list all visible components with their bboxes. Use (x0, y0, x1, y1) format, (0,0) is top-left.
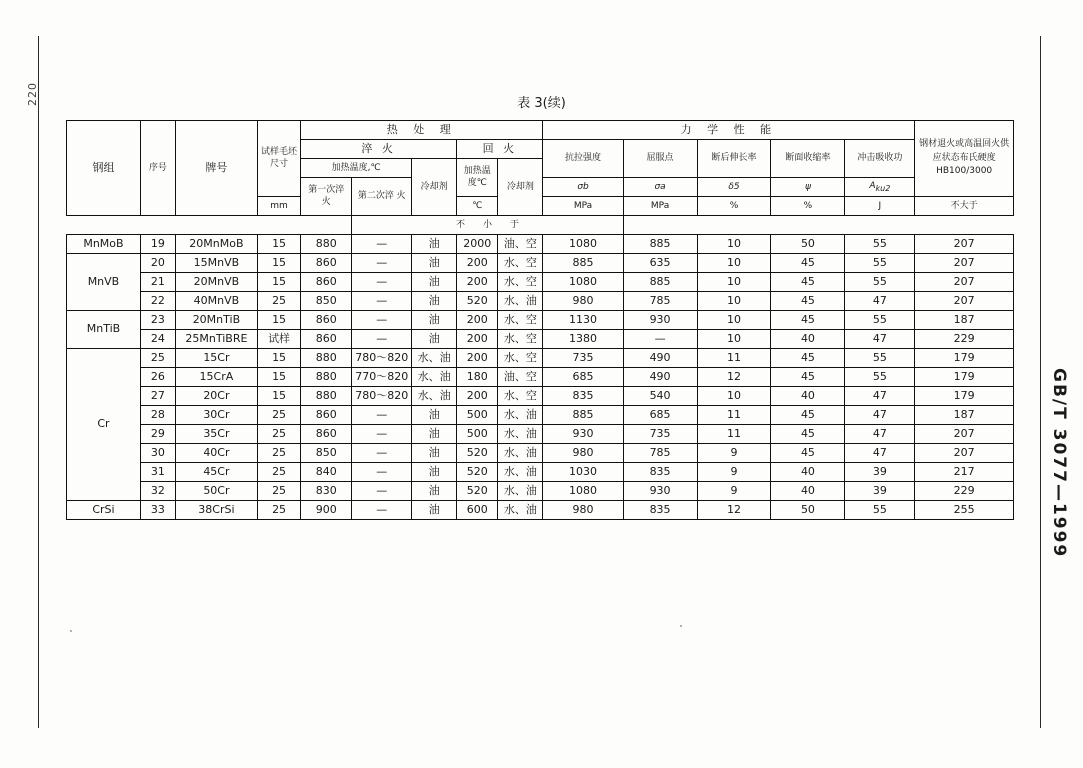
cell-tensile-strength: 1130 (543, 311, 623, 330)
cell-brand: 50Cr (175, 482, 257, 501)
cell-elongation: 9 (697, 482, 771, 501)
header-col-sample (258, 121, 301, 197)
cell-elongation: 11 (697, 425, 771, 444)
cell-quench-coolant: 油 (412, 501, 457, 520)
steel-properties-table (66, 120, 1014, 520)
header-quench-heat-temp: 加热温度,℃ (301, 159, 412, 178)
cell-quench-coolant: 油 (412, 406, 457, 425)
cell-reduction: 45 (771, 292, 845, 311)
cell-elongation: 10 (697, 387, 771, 406)
header-elongation: 断后伸长率 (697, 140, 771, 178)
cell-yield-point: 930 (623, 311, 697, 330)
page-left-rule (38, 36, 39, 728)
cell-steel-group: CrSi (67, 501, 141, 520)
cell-tensile-strength: 1080 (543, 235, 623, 254)
table-row (67, 387, 1014, 406)
cell-reduction: 40 (771, 482, 845, 501)
cell-second-quench-temp: 780～820 (352, 387, 412, 406)
cell-quench-coolant: 油 (412, 482, 457, 501)
cell-elongation: 10 (697, 254, 771, 273)
cell-temper-temp: 200 (457, 254, 498, 273)
cell-temper-temp: 200 (457, 330, 498, 349)
cell-brinell-hardness: 207 (915, 235, 1014, 254)
cell-temper-temp: 200 (457, 387, 498, 406)
cell-first-quench-temp: 900 (301, 501, 352, 520)
standard-code: GB/T 3077—1999 (1049, 368, 1069, 559)
cell-yield-point: — (623, 330, 697, 349)
cell-elongation: 9 (697, 463, 771, 482)
cell-sample-size: 25 (258, 463, 301, 482)
cell-yield-point: 885 (623, 273, 697, 292)
cell-reduction: 40 (771, 463, 845, 482)
cell-brand: 20MnVB (175, 273, 257, 292)
cell-quench-coolant: 油 (412, 311, 457, 330)
table-row (67, 425, 1014, 444)
cell-impact-energy: 47 (845, 425, 915, 444)
table-row (67, 349, 1014, 368)
cell-temper-coolant: 水、油 (498, 501, 543, 520)
cell-temper-temp: 180 (457, 368, 498, 387)
cell-yield-point: 835 (623, 463, 697, 482)
cell-reduction: 45 (771, 425, 845, 444)
cell-quench-coolant: 油 (412, 425, 457, 444)
header-yield-symbol-text: σa (654, 181, 666, 192)
cell-sample-size: 15 (258, 235, 301, 254)
table-row (67, 368, 1014, 387)
cell-elongation: 10 (697, 311, 771, 330)
cell-first-quench-temp: 880 (301, 349, 352, 368)
cell-temper-coolant: 水、空 (498, 311, 543, 330)
cell-impact-energy: 55 (845, 349, 915, 368)
cell-temper-coolant: 水、空 (498, 330, 543, 349)
header-col-brand: 牌号 (175, 121, 257, 216)
cell-quench-coolant: 水、油 (412, 387, 457, 406)
cell-sample-size: 25 (258, 406, 301, 425)
cell-temper-temp: 200 (457, 349, 498, 368)
header-yield-unit: MPa (623, 197, 697, 216)
cell-elongation: 11 (697, 349, 771, 368)
cell-sequence-no: 26 (140, 368, 175, 387)
cell-first-quench-temp: 880 (301, 387, 352, 406)
cell-sample-size: 15 (258, 273, 301, 292)
cell-yield-point: 540 (623, 387, 697, 406)
cell-brinell-hardness: 207 (915, 444, 1014, 463)
header-tensile-unit: MPa (543, 197, 623, 216)
cell-elongation: 10 (697, 330, 771, 349)
cell-tensile-strength: 1080 (543, 482, 623, 501)
header-temper-heat-temp: 加热温度℃ (457, 159, 498, 197)
cell-elongation: 12 (697, 368, 771, 387)
cell-steel-group: MnMoB (67, 235, 141, 254)
cell-brinell-hardness: 179 (915, 387, 1014, 406)
cell-brinell-hardness: 207 (915, 254, 1014, 273)
cell-second-quench-temp: — (352, 235, 412, 254)
header-temper-coolant: 冷却剂 (498, 159, 543, 216)
cell-quench-coolant: 油 (412, 273, 457, 292)
cell-first-quench-temp: 840 (301, 463, 352, 482)
header-reduction: 断面收缩率 (771, 140, 845, 178)
header-reduction-symbol-text: ψ (804, 181, 811, 192)
cell-quench-coolant: 油 (412, 254, 457, 273)
header-elongation-symbol (697, 178, 771, 197)
cell-sample-size: 15 (258, 349, 301, 368)
cell-second-quench-temp: — (352, 273, 412, 292)
cell-quench-coolant: 油 (412, 463, 457, 482)
cell-first-quench-temp: 860 (301, 254, 352, 273)
cell-first-quench-temp: 860 (301, 425, 352, 444)
header-col-no: 序号 (140, 121, 175, 216)
cell-quench-coolant: 水、油 (412, 368, 457, 387)
cell-brand: 20MnMoB (175, 235, 257, 254)
cell-sequence-no: 28 (140, 406, 175, 425)
table-caption: 表 3(续) (517, 96, 566, 111)
cell-sequence-no: 30 (140, 444, 175, 463)
cell-reduction: 45 (771, 254, 845, 273)
cell-second-quench-temp: — (352, 254, 412, 273)
table-row (67, 273, 1014, 292)
cell-sequence-no: 20 (140, 254, 175, 273)
table-row (67, 254, 1014, 273)
cell-brand: 45Cr (175, 463, 257, 482)
table-row (67, 482, 1014, 501)
header-impact-symbol (845, 178, 915, 197)
cell-brinell-hardness: 187 (915, 311, 1014, 330)
cell-sequence-no: 22 (140, 292, 175, 311)
cell-temper-temp: 2000 (457, 235, 498, 254)
cell-brand: 15MnVB (175, 254, 257, 273)
cell-steel-group: Cr (67, 349, 141, 501)
cell-tensile-strength: 980 (543, 444, 623, 463)
cell-quench-coolant: 油 (412, 444, 457, 463)
cell-reduction: 45 (771, 349, 845, 368)
cell-impact-energy: 55 (845, 254, 915, 273)
header-col-sample-label: 试样毛坯尺寸 (261, 147, 298, 169)
cell-impact-energy: 55 (845, 368, 915, 387)
page-right-rule (1040, 36, 1041, 728)
cell-temper-temp: 520 (457, 292, 498, 311)
header-quench-heat-unit: ℃ (457, 197, 498, 216)
cell-temper-temp: 200 (457, 273, 498, 292)
cell-yield-point: 785 (623, 292, 697, 311)
cell-impact-energy: 55 (845, 235, 915, 254)
cell-yield-point: 490 (623, 368, 697, 387)
cell-brand: 38CrSi (175, 501, 257, 520)
cell-reduction: 45 (771, 311, 845, 330)
cell-steel-group: MnTiB (67, 311, 141, 349)
header-elongation-unit: % (697, 197, 771, 216)
cell-sequence-no: 27 (140, 387, 175, 406)
cell-second-quench-temp: — (352, 330, 412, 349)
cell-yield-point: 490 (623, 349, 697, 368)
header-second-quench: 第二次淬 火 (352, 178, 412, 216)
cell-reduction: 45 (771, 273, 845, 292)
cell-elongation: 10 (697, 235, 771, 254)
scan-speck (70, 630, 72, 632)
cell-brinell-hardness: 207 (915, 273, 1014, 292)
header-impact: 冲击吸收功 (845, 140, 915, 178)
cell-temper-temp: 500 (457, 406, 498, 425)
header-reduction-symbol (771, 178, 845, 197)
cell-sample-size: 25 (258, 444, 301, 463)
cell-steel-group: MnVB (67, 254, 141, 311)
header-tensile: 抗拉强度 (543, 140, 623, 178)
cell-temper-coolant: 水、油 (498, 444, 543, 463)
cell-sequence-no: 25 (140, 349, 175, 368)
cell-second-quench-temp: — (352, 444, 412, 463)
cell-first-quench-temp: 860 (301, 311, 352, 330)
cell-yield-point: 835 (623, 501, 697, 520)
cell-impact-energy: 55 (845, 311, 915, 330)
cell-yield-point: 735 (623, 425, 697, 444)
cell-first-quench-temp: 880 (301, 235, 352, 254)
header-yield-symbol (623, 178, 697, 197)
cell-sample-size: 试样 (258, 330, 301, 349)
cell-temper-temp: 520 (457, 444, 498, 463)
cell-reduction: 40 (771, 330, 845, 349)
header-tensile-symbol (543, 178, 623, 197)
cell-tensile-strength: 885 (543, 406, 623, 425)
cell-tensile-strength: 685 (543, 368, 623, 387)
cell-brinell-hardness: 229 (915, 330, 1014, 349)
header-mechanical: 力 学 性 能 (543, 121, 915, 140)
cell-sequence-no: 23 (140, 311, 175, 330)
cell-second-quench-temp: — (352, 406, 412, 425)
header-spacer (67, 216, 352, 235)
cell-reduction: 50 (771, 501, 845, 520)
page-number: 220 (26, 82, 39, 106)
cell-brand: 15Cr (175, 349, 257, 368)
cell-temper-temp: 520 (457, 482, 498, 501)
cell-first-quench-temp: 860 (301, 273, 352, 292)
table-row (67, 463, 1014, 482)
cell-sequence-no: 29 (140, 425, 175, 444)
cell-first-quench-temp: 830 (301, 482, 352, 501)
cell-yield-point: 635 (623, 254, 697, 273)
table-row (67, 292, 1014, 311)
cell-tensile-strength: 1380 (543, 330, 623, 349)
cell-temper-coolant: 水、空 (498, 387, 543, 406)
cell-temper-coolant: 油、空 (498, 368, 543, 387)
scan-speck (680, 625, 682, 627)
cell-brinell-hardness: 255 (915, 501, 1014, 520)
cell-brand: 40Cr (175, 444, 257, 463)
header-tensile-symbol-text: σb (577, 181, 589, 192)
header-reduction-unit: % (771, 197, 845, 216)
table-row (67, 501, 1014, 520)
header-impact-symbol-text: Aku2 (869, 181, 891, 193)
cell-brinell-hardness: 187 (915, 406, 1014, 425)
header-quench-coolant: 冷却剂 (412, 159, 457, 216)
cell-sample-size: 25 (258, 501, 301, 520)
header-yield: 屈服点 (623, 140, 697, 178)
cell-brinell-hardness: 207 (915, 425, 1014, 444)
cell-temper-coolant: 水、油 (498, 425, 543, 444)
cell-impact-energy: 39 (845, 463, 915, 482)
table-row (67, 406, 1014, 425)
cell-brand: 40MnVB (175, 292, 257, 311)
cell-temper-coolant: 水、空 (498, 349, 543, 368)
cell-brand: 20Cr (175, 387, 257, 406)
cell-brand: 30Cr (175, 406, 257, 425)
cell-sample-size: 25 (258, 425, 301, 444)
header-hardness-limit: 不大于 (915, 197, 1014, 216)
cell-brinell-hardness: 207 (915, 292, 1014, 311)
cell-impact-energy: 47 (845, 292, 915, 311)
cell-impact-energy: 55 (845, 273, 915, 292)
cell-reduction: 45 (771, 406, 845, 425)
cell-sample-size: 15 (258, 368, 301, 387)
cell-tensile-strength: 980 (543, 501, 623, 520)
cell-sequence-no: 31 (140, 463, 175, 482)
cell-tensile-strength: 735 (543, 349, 623, 368)
cell-impact-energy: 55 (845, 501, 915, 520)
cell-second-quench-temp: — (352, 482, 412, 501)
table-row (67, 235, 1014, 254)
cell-sample-size: 25 (258, 482, 301, 501)
cell-sample-size: 15 (258, 254, 301, 273)
cell-sequence-no: 21 (140, 273, 175, 292)
header-first-quench: 第一次淬 火 (301, 178, 352, 216)
cell-tensile-strength: 835 (543, 387, 623, 406)
cell-first-quench-temp: 880 (301, 368, 352, 387)
cell-quench-coolant: 油 (412, 330, 457, 349)
cell-elongation: 10 (697, 292, 771, 311)
cell-temper-coolant: 水、空 (498, 254, 543, 273)
header-elongation-symbol-text: δ5 (728, 181, 740, 192)
header-sample-unit: mm (258, 197, 301, 216)
cell-second-quench-temp: — (352, 292, 412, 311)
cell-sequence-no: 19 (140, 235, 175, 254)
cell-brinell-hardness: 179 (915, 349, 1014, 368)
cell-tensile-strength: 1030 (543, 463, 623, 482)
cell-brinell-hardness: 179 (915, 368, 1014, 387)
cell-temper-temp: 500 (457, 425, 498, 444)
cell-brand: 20MnTiB (175, 311, 257, 330)
cell-tensile-strength: 930 (543, 425, 623, 444)
cell-brinell-hardness: 229 (915, 482, 1014, 501)
cell-second-quench-temp: — (352, 425, 412, 444)
header-heat-treatment: 热 处 理 (301, 121, 543, 140)
cell-temper-coolant: 水、空 (498, 273, 543, 292)
header-impact-unit: J (845, 197, 915, 216)
cell-first-quench-temp: 860 (301, 330, 352, 349)
cell-impact-energy: 47 (845, 387, 915, 406)
cell-temper-coolant: 水、油 (498, 463, 543, 482)
cell-temper-coolant: 水、油 (498, 482, 543, 501)
table-body (67, 235, 1014, 520)
cell-elongation: 11 (697, 406, 771, 425)
cell-tensile-strength: 980 (543, 292, 623, 311)
cell-tensile-strength: 1080 (543, 273, 623, 292)
header-quench: 淬 火 (301, 140, 457, 159)
cell-elongation: 9 (697, 444, 771, 463)
cell-sample-size: 15 (258, 387, 301, 406)
cell-first-quench-temp: 860 (301, 406, 352, 425)
cell-temper-coolant: 水、油 (498, 406, 543, 425)
cell-second-quench-temp: — (352, 501, 412, 520)
cell-reduction: 50 (771, 235, 845, 254)
cell-reduction: 45 (771, 368, 845, 387)
cell-sequence-no: 32 (140, 482, 175, 501)
table-row (67, 311, 1014, 330)
cell-yield-point: 785 (623, 444, 697, 463)
cell-sequence-no: 33 (140, 501, 175, 520)
cell-first-quench-temp: 850 (301, 292, 352, 311)
cell-second-quench-temp: — (352, 311, 412, 330)
cell-sample-size: 25 (258, 292, 301, 311)
cell-sequence-no: 24 (140, 330, 175, 349)
cell-reduction: 40 (771, 387, 845, 406)
cell-brand: 35Cr (175, 425, 257, 444)
cell-quench-coolant: 油 (412, 235, 457, 254)
cell-temper-coolant: 水、油 (498, 292, 543, 311)
cell-elongation: 10 (697, 273, 771, 292)
cell-impact-energy: 47 (845, 330, 915, 349)
cell-second-quench-temp: — (352, 463, 412, 482)
cell-quench-coolant: 油 (412, 292, 457, 311)
cell-second-quench-temp: 780～820 (352, 349, 412, 368)
cell-temper-temp: 600 (457, 501, 498, 520)
table-header (67, 121, 1014, 235)
cell-temper-temp: 200 (457, 311, 498, 330)
cell-quench-coolant: 水、油 (412, 349, 457, 368)
cell-yield-point: 885 (623, 235, 697, 254)
cell-first-quench-temp: 850 (301, 444, 352, 463)
cell-brand: 25MnTiBRE (175, 330, 257, 349)
cell-brinell-hardness: 217 (915, 463, 1014, 482)
cell-reduction: 45 (771, 444, 845, 463)
header-temper: 回 火 (457, 140, 543, 159)
cell-impact-energy: 47 (845, 444, 915, 463)
cell-impact-energy: 47 (845, 406, 915, 425)
cell-impact-energy: 39 (845, 482, 915, 501)
table-row (67, 444, 1014, 463)
cell-second-quench-temp: 770～820 (352, 368, 412, 387)
cell-yield-point: 685 (623, 406, 697, 425)
header-hardness: 钢材退火或高温回火供应状态布氏硬度 HB100/3000 (915, 121, 1014, 197)
header-not-less-than: 不 小 于 (352, 216, 623, 235)
cell-brand: 15CrA (175, 368, 257, 387)
cell-yield-point: 930 (623, 482, 697, 501)
cell-temper-coolant: 油、空 (498, 235, 543, 254)
cell-sample-size: 15 (258, 311, 301, 330)
table-row (67, 330, 1014, 349)
cell-tensile-strength: 885 (543, 254, 623, 273)
cell-elongation: 12 (697, 501, 771, 520)
cell-temper-temp: 520 (457, 463, 498, 482)
header-col-group: 钢组 (67, 121, 141, 216)
